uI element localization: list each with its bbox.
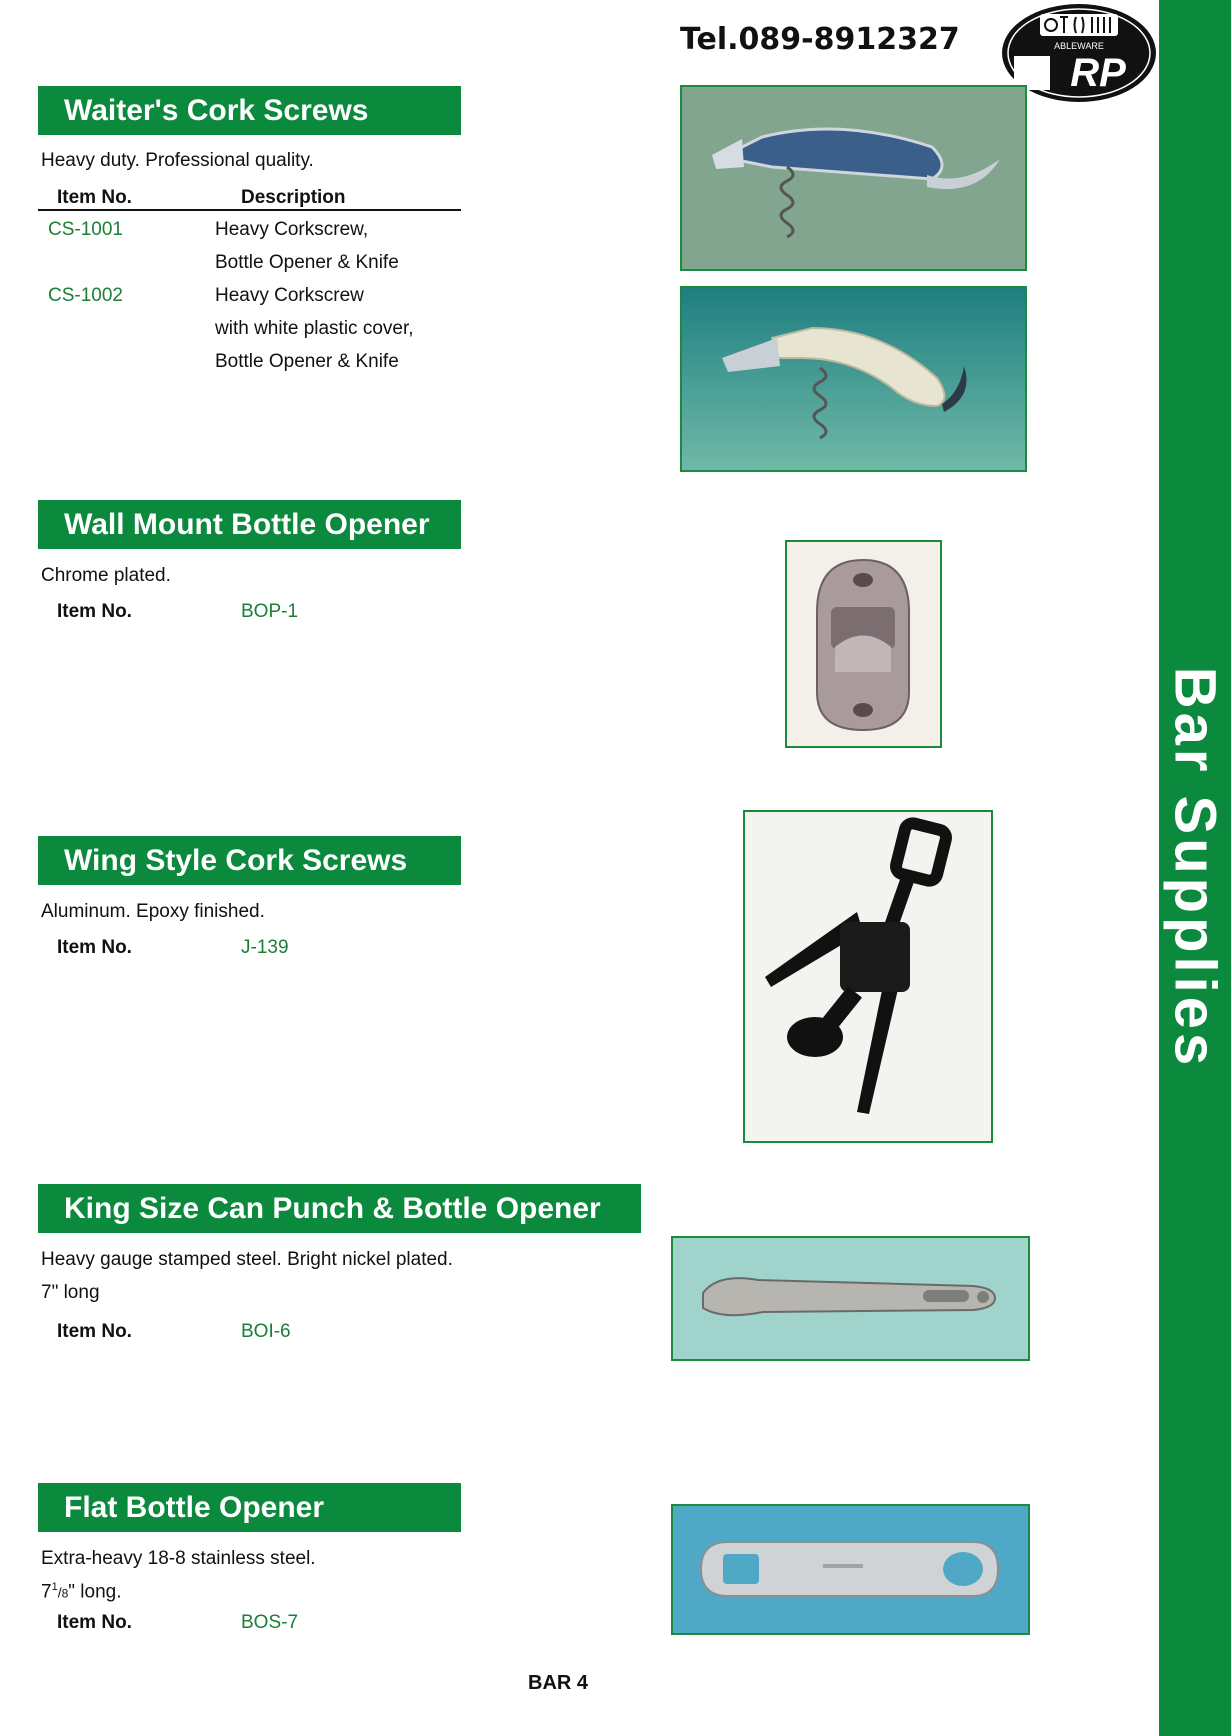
king-length: 7" long bbox=[41, 1282, 100, 1303]
flat-description: Extra-heavy 18-8 stainless steel. bbox=[41, 1548, 316, 1569]
section-title-wall-mount: Wall Mount Bottle Opener bbox=[38, 500, 461, 549]
page-number: BAR 4 bbox=[528, 1672, 589, 1694]
item-description-line: Bottle Opener & Knife bbox=[215, 252, 399, 273]
item-label: Item No. bbox=[57, 937, 132, 958]
length-whole: 7 bbox=[41, 1581, 52, 1603]
king-description: Heavy gauge stamped steel. Bright nickel plated. bbox=[41, 1249, 453, 1270]
item-description-line: Heavy Corkscrew bbox=[215, 285, 364, 306]
item-code: CS-1001 bbox=[48, 219, 123, 240]
section-title-king-size: King Size Can Punch & Bottle Opener bbox=[38, 1184, 641, 1233]
length-suffix: " long. bbox=[68, 1581, 122, 1603]
product-photo-j-139 bbox=[743, 810, 993, 1143]
item-description-line: Heavy Corkscrew, bbox=[215, 219, 369, 240]
wall-description: Chrome plated. bbox=[41, 565, 171, 586]
item-code: BOS-7 bbox=[241, 1612, 299, 1633]
item-code: CS-1002 bbox=[48, 285, 123, 306]
length-numerator: 1 bbox=[51, 1581, 58, 1593]
length-denominator: 8 bbox=[61, 1586, 69, 1601]
logo-top-text: ABLEWARE bbox=[1054, 41, 1104, 51]
logo-brand-text: RP bbox=[1070, 51, 1126, 95]
phone-number: Tel.089-8912327 bbox=[680, 22, 960, 57]
product-photo-boi-6 bbox=[671, 1236, 1030, 1361]
section-title-waiters: Waiter's Cork Screws bbox=[38, 86, 461, 135]
wing-description: Aluminum. Epoxy finished. bbox=[41, 901, 265, 922]
section-title-wing-style: Wing Style Cork Screws bbox=[38, 836, 461, 885]
product-photo-bop-1 bbox=[785, 540, 942, 748]
col-header-description: Description bbox=[241, 187, 346, 208]
product-photo-cs-1001 bbox=[680, 85, 1027, 271]
item-label: Item No. bbox=[57, 1612, 132, 1633]
item-code: BOI-6 bbox=[241, 1321, 291, 1342]
table-divider bbox=[38, 209, 461, 211]
section-title-flat: Flat Bottle Opener bbox=[38, 1483, 461, 1532]
flat-length: $7^1/8$" long. bbox=[41, 1581, 122, 1603]
sidebar-band bbox=[1159, 0, 1231, 1736]
item-code: J-139 bbox=[241, 937, 289, 958]
waiters-description: Heavy duty. Professional quality. bbox=[41, 150, 314, 171]
product-photo-cs-1002 bbox=[680, 286, 1027, 472]
item-description-line: Bottle Opener & Knife bbox=[215, 351, 399, 372]
col-header-item: Item No. bbox=[57, 187, 132, 208]
item-label: Item No. bbox=[57, 1321, 132, 1342]
product-photo-bos-7 bbox=[671, 1504, 1030, 1635]
sidebar-title: Bar Supplies bbox=[1162, 666, 1228, 1070]
item-code: BOP-1 bbox=[241, 601, 299, 622]
item-description-line: with white plastic cover, bbox=[215, 318, 414, 339]
item-label: Item No. bbox=[57, 601, 132, 622]
